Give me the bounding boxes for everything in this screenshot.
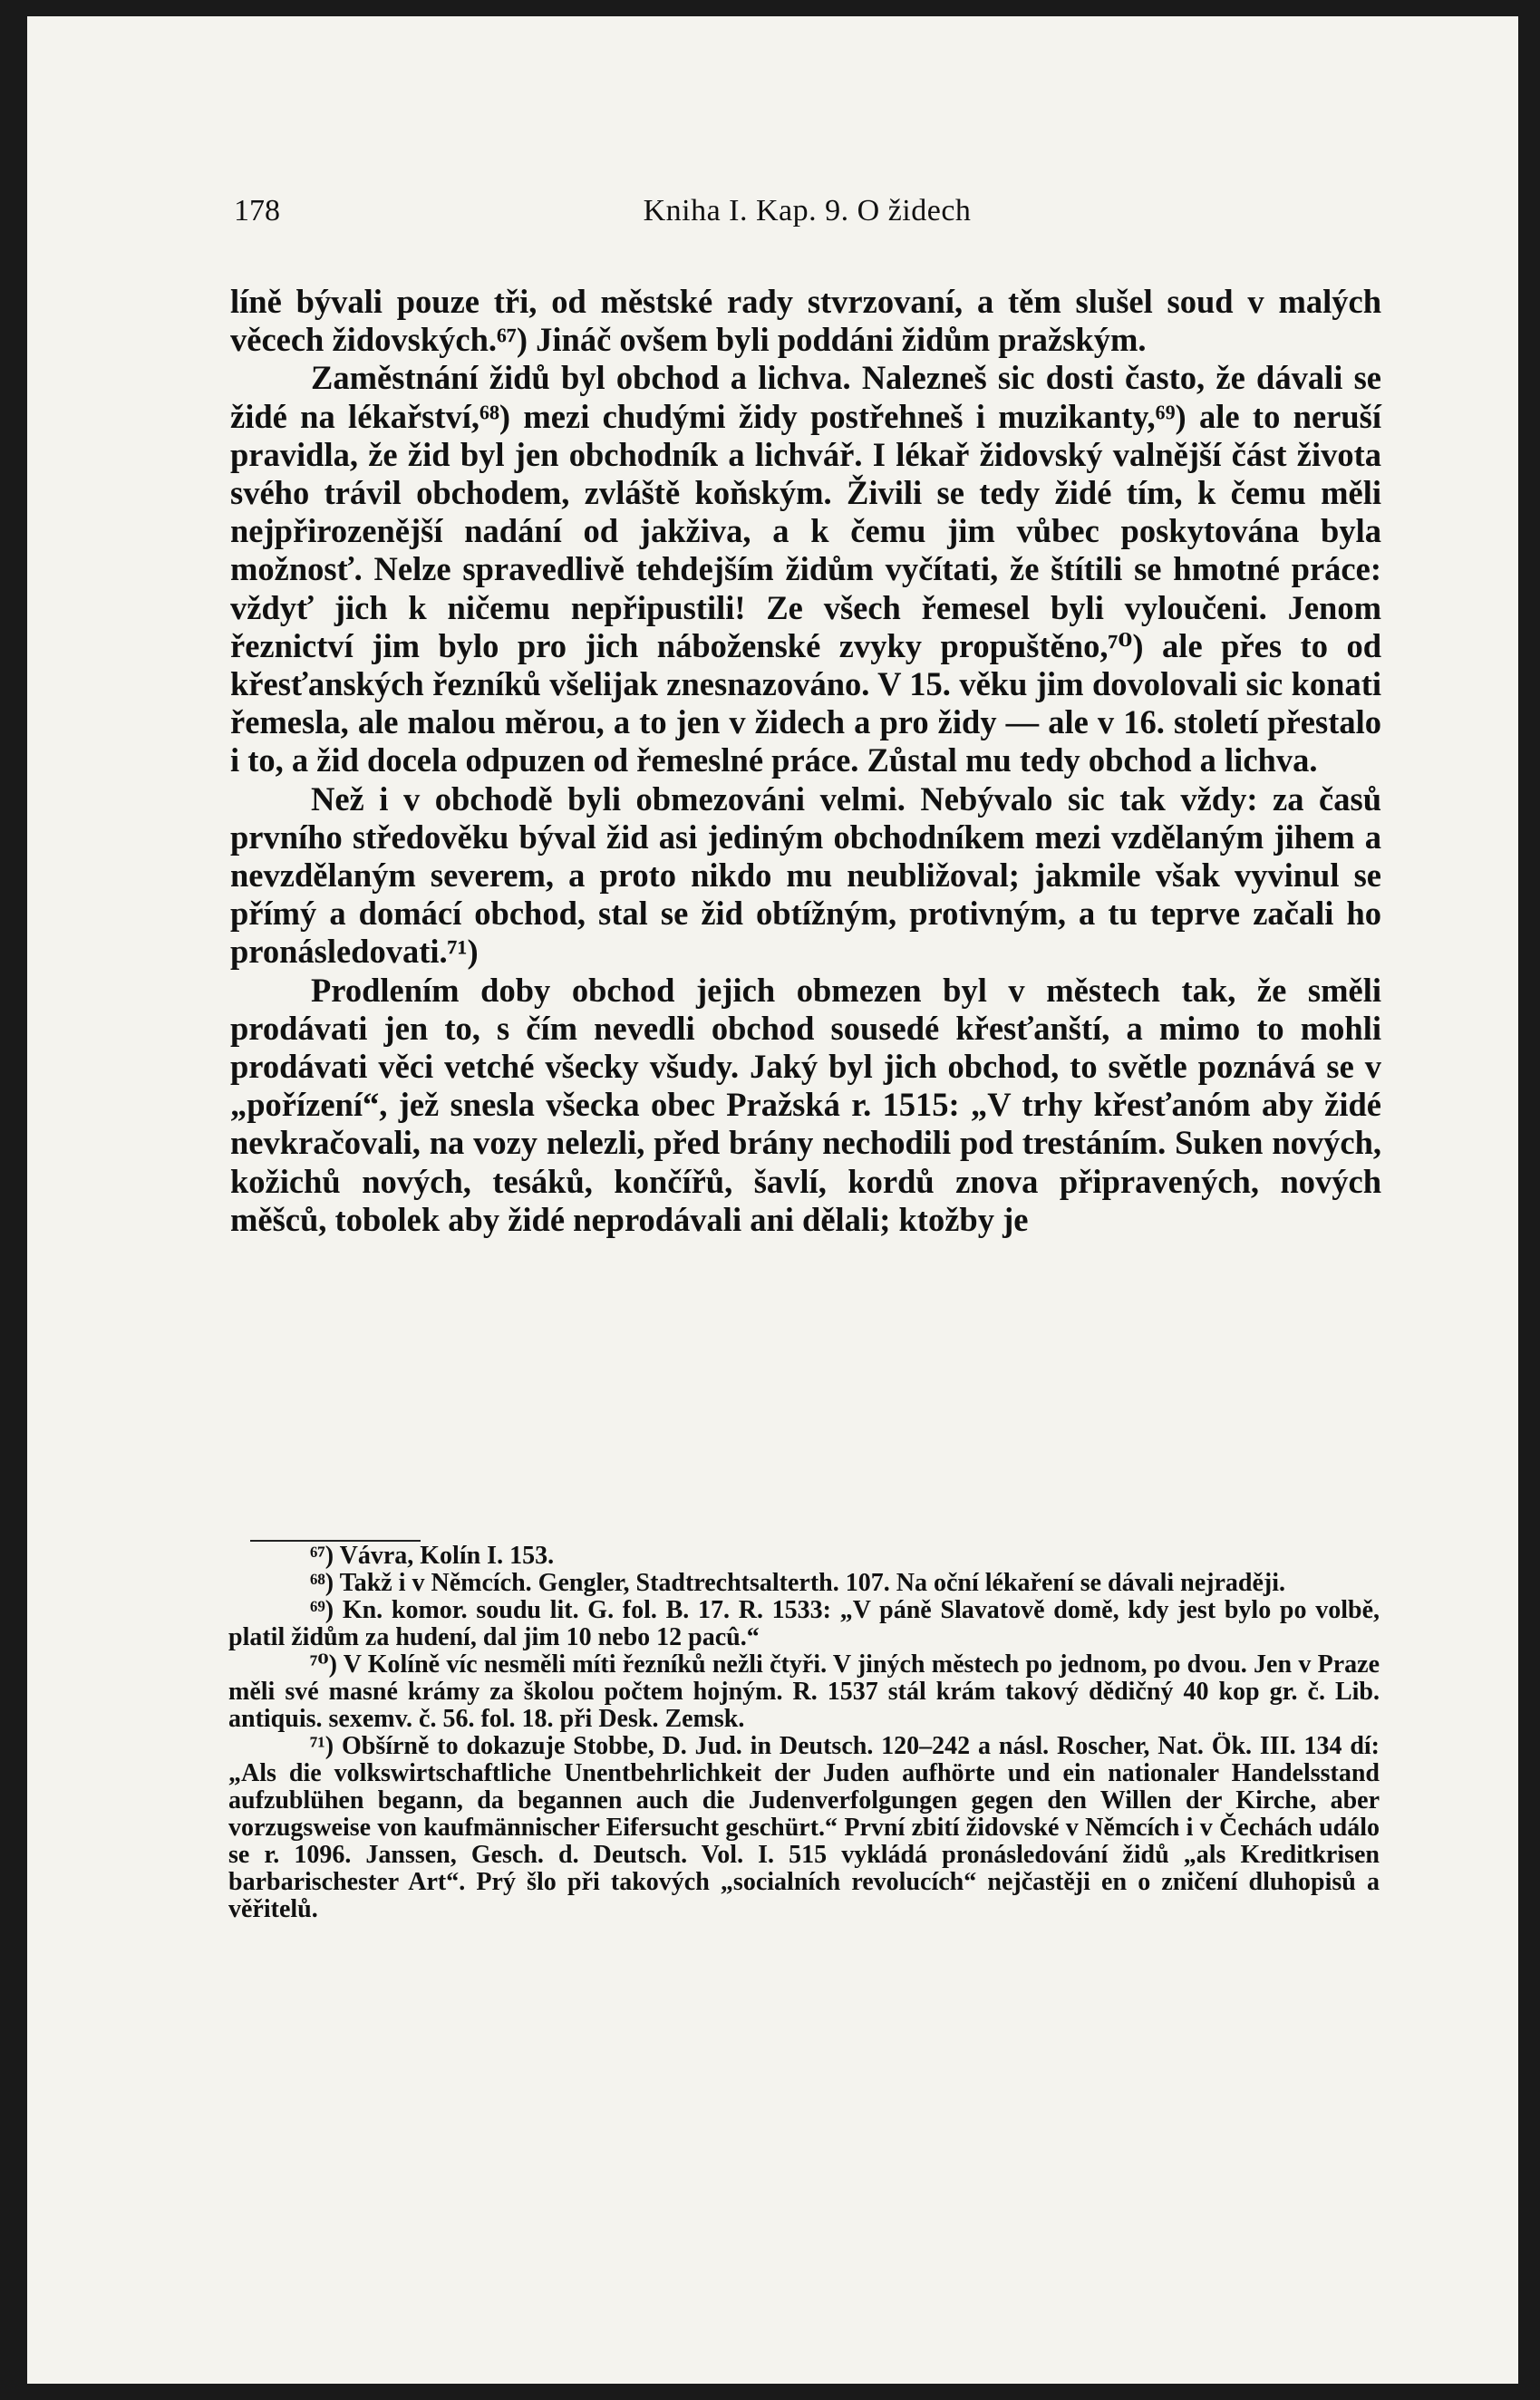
footnote: ⁶⁸) Takž i v Němcích. Gengler, Stadtrechtsalterth. 107. Na oční lékaření se dávali nejraději. (310, 1569, 1286, 1597)
paragraph: Prodlením doby obchod jejich obmezen byl v městech tak, že směli prodávati jen to, s čím nevedli obchod sousedé křesťanští, a mimo to mohli prodávati věci vetché všecky všudy. Jaký byl jich obchod, to světle poznává se v „pořízení“, jež snesla všecka obec Pražská r. 1515: „V trhy křesťanóm aby židé nevkračovali, na vozy nelezli, před brány nechodili pod trestáním. Suken nových, kožichů nových, tesáků, končířů, šavlí, kordů znova připravených, nových měšců, tobolek aby židé neprodávali ani dělali; ktožby je (230, 971, 1381, 1238)
footnote: ⁶⁷) Vávra, Kolín I. 153. (310, 1542, 555, 1570)
paragraph: Zaměstnání židů byl obchod a lichva. Nalezneš sic dosti často, že dávali se židé na lékařství,⁶⁸) mezi chudými židy postřehneš i muzikanty,⁶⁹) ale to neruší pravidla, že žid byl jen obchodník a lichvář. I lékař židovský valnější část života svého trávil obchodem, zvláště koňským. Živili se tedy židé tím, k čemu měli nejpřirozenější nadání od jakživa, a k čemu jim vůbec poskytována byla možnosť. Nelze spravedlivě tehdejším židům vyčítati, že štítili se hmotné práce: vždyť jich k ničemu nepřipustili! Ze všech řemesel byli vyloučeni. Jenom řeznictví jim bylo pro jich náboženské zvyky propuštěno,⁷⁰) ale přes to od křesťanských řezníků všelijak znesnazováno. V 15. věku jim dovolovali sic konati řemesla, ale malou měrou, a to jen v židech a pro židy — ale v 16. století přestalo i to, a žid docela odpuzen od řemeslné práce. Zůstal mu tedy obchod a lichva. (230, 359, 1381, 779)
footnotes (228, 1543, 1380, 1923)
running-title: Kniha I. Kap. 9. O židech (643, 194, 972, 227)
footnote: ⁶⁹) Kn. komor. soudu lit. G. fol. B. 17. R. 1533: „V páně Slavatově domě, kdy jest bylo po volbě, platil židům za hudení, dal jim 10 nebo 12 pacû.“ (228, 1596, 1380, 1651)
book-page (27, 16, 1518, 2384)
footnote: ⁷¹) Obšírně to dokazuje Stobbe, D. Jud. in Deutsch. 120–242 a násl. Roscher, Nat. Ök. III. 134 dí: „Als die volkswirtschaftliche Unentbehrlichkeit der Juden aufhörte und ein nationaler Handelsstand aufzublühen begann, da begannen auch die Judenverfolgungen gegen den Willen der Kirche, aber vorzugsweise von kaufmännischer Eifersucht geschürt.“ První zbití židovské v Němcích i v Čechách událo se r. 1096. Janssen, Gesch. d. Deutsch. Vol. I. 515 vykládá pronásledování židů „als Kreditkrisen barbarischester Art“. Prý šlo při takových „socialních revolucích“ nejčastěji en o zničení dluhopisů a věřitelů. (228, 1732, 1380, 1923)
paragraph: Než i v obchodě byli obmezováni velmi. Nebývalo sic tak vždy: za časů prvního středověku býval žid asi jediným obchodníkem mezi vzdělaným jihem a nevzdělaným severem, a proto nikdo mu neubližoval; jakmile však vyvinul se přímý a domácí obchod, stal se žid obtížným, protivným, a tu teprve začali ho pronásledovati.⁷¹) (230, 779, 1381, 971)
page-header (234, 178, 1380, 241)
paragraph: líně bývali pouze tři, od městské rady stvrzovaní, a těm slušel soud v malých věcech židovských.⁶⁷) Jináč ovšem byli poddáni židům pražským. (230, 283, 1381, 359)
page-number: 178 (234, 194, 280, 227)
body-text (230, 283, 1381, 1239)
footnote: ⁷⁰) V Kolíně víc nesměli míti řezníků nežli čtyři. V jiných městech po jednom, po dvou. Jen v Praze měli své masné krámy za školou počtem hojným. R. 1537 stál krám takový dědičný 40 kop gr. č. Lib. antiquis. sexemv. č. 56. fol. 18. při Desk. Zemsk. (228, 1650, 1380, 1733)
